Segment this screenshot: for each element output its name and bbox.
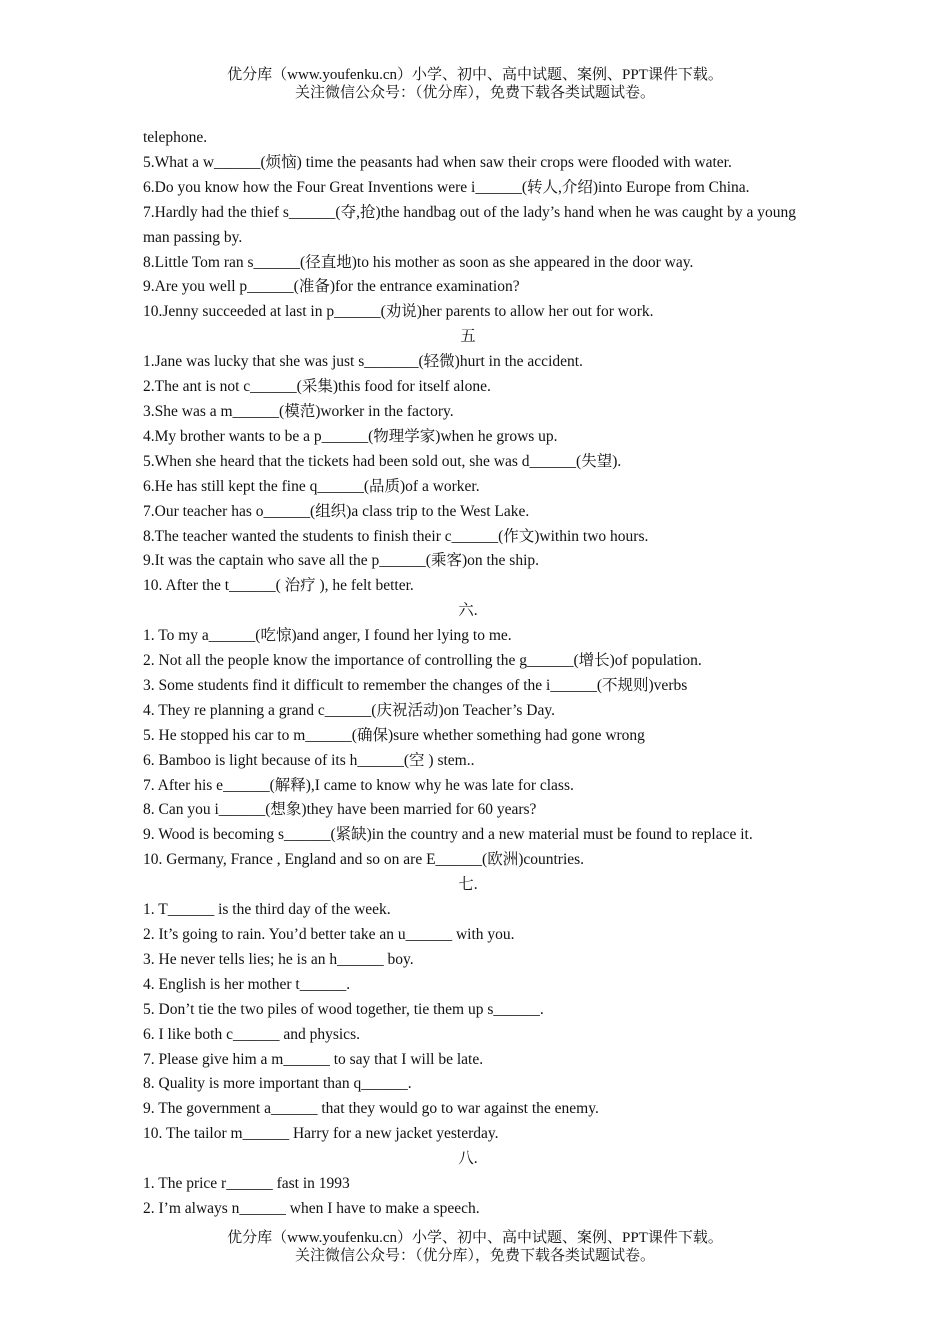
section-8 xyxy=(143,1147,813,1222)
footer-line-2: 关注微信公众号：（优分库），免费下载各类试题试卷。 xyxy=(294,1248,655,1264)
section-heading: 七. xyxy=(458,876,478,894)
question-item: 4. They re planning a grand c______(庆祝活动)on Teacher’s Day. xyxy=(143,701,555,719)
question-item: 7. Please give him a m______ to say that I will be late. xyxy=(143,1050,484,1068)
section-heading: 六. xyxy=(458,602,478,620)
document-body xyxy=(143,126,813,1222)
question-item: 6.Do you know how the Four Great Inventions were i______(转人,介绍)into Europe from China. xyxy=(143,178,750,196)
section-heading: 八. xyxy=(458,1150,478,1168)
question-item: 4. English is her mother t______. xyxy=(143,975,351,993)
question-item: 1. To my a______(吃惊)and anger, I found her lying to me. xyxy=(143,627,512,645)
question-item: 10. Germany, France , England and so on are E______(欧洲)countries. xyxy=(143,851,585,869)
header-line-2: 关注微信公众号：（优分库），免费下载各类试题试卷。 xyxy=(294,85,655,101)
question-item: 9.Are you well p______(准备)for the entrance examination? xyxy=(143,278,520,296)
question-item: 2. I’m always n______ when I have to make a speech. xyxy=(143,1199,480,1217)
question-item: 9. Wood is becoming s______(紧缺)in the country and a new material must be found to replace it. xyxy=(143,826,753,844)
question-item: 10. After the t______( 治疗 ), he felt better. xyxy=(143,577,414,595)
header-line-1: 优分库（www.youfenku.cn）小学、初中、高中试题、案例、PPT课件下载。 xyxy=(227,67,723,83)
question-item: 2. Not all the people know the importance of controlling the g______(增长)of population. xyxy=(143,652,702,670)
question-item: 9. The government a______ that they would go to war against the enemy. xyxy=(143,1100,599,1118)
question-item: 2.The ant is not c______(采集)this food for itself alone. xyxy=(143,378,491,396)
section-6 xyxy=(143,599,813,873)
question-item: 10.Jenny succeeded at last in p______(劝说)her parents to allow her out for work. xyxy=(143,303,654,321)
question-item: 10. The tailor m______ Harry for a new jacket yesterday. xyxy=(143,1125,499,1143)
question-item: 3.She was a m______(模范)worker in the factory. xyxy=(143,402,454,420)
question-item: 8.The teacher wanted the students to finish their c______(作文)within two hours. xyxy=(143,527,649,545)
section-4-rest xyxy=(143,151,813,325)
question-item: 8. Quality is more important than q______. xyxy=(143,1075,412,1093)
section-heading: 五 xyxy=(460,328,476,346)
question-item: 7.Our teacher has o______(组织)a class trip to the West Lake. xyxy=(143,502,530,520)
question-item: 3. Some students find it difficult to remember the changes of the i______(不规则)verbs xyxy=(143,676,688,694)
question-item: 1. T______ is the third day of the week. xyxy=(143,901,391,919)
page-footer xyxy=(0,1229,950,1265)
continuation-line: telephone. xyxy=(143,129,208,146)
question-item: 2. It’s going to rain. You’d better take an u______ with you. xyxy=(143,926,515,943)
page-header xyxy=(0,66,950,102)
question-item: 1. The price r______ fast in 1993 xyxy=(143,1175,350,1193)
question-item: 9.It was the captain who save all the p______(乘客)on the ship. xyxy=(143,552,540,570)
question-item: 5.When she heard that the tickets had been sold out, she was d______(失望). xyxy=(143,452,622,470)
question-item: 3. He never tells lies; he is an h______ boy. xyxy=(143,950,414,968)
section-5 xyxy=(143,325,813,599)
question-item: 6.He has still kept the fine q______(品质)of a worker. xyxy=(143,477,480,495)
question-item: 8.Little Tom ran s______(径直地)to his mother as soon as she appeared in the door way. xyxy=(143,253,694,271)
question-item: 5. He stopped his car to m______(确保)sure whether something had gone wrong xyxy=(143,726,645,744)
question-item: 6. I like both c______ and physics. xyxy=(143,1025,360,1043)
question-item: 7. After his e______(解释),I came to know why he was late for class. xyxy=(143,776,574,794)
footer-line-1: 优分库（www.youfenku.cn）小学、初中、高中试题、案例、PPT课件下载。 xyxy=(227,1230,723,1246)
question-item: 1.Jane was lucky that she was just s_______(轻微)hurt in the accident. xyxy=(143,353,583,371)
question-item: 5. Don’t tie the two piles of wood together, tie them up s______. xyxy=(143,1000,544,1018)
question-item: 8. Can you i______(想象)they have been married for 60 years? xyxy=(143,801,537,819)
question-item: 5.What a w______(烦恼) time the peasants had when saw their crops were flooded with water. xyxy=(143,153,732,171)
question-item: 4.My brother wants to be a p______(物理学家)when he grows up. xyxy=(143,427,558,445)
question-item: 6. Bamboo is light because of its h______(空 ) stem.. xyxy=(143,751,475,769)
question-item: 7.Hardly had the thief s______(夺,抢)the handbag out of the lady’s hand when he was caught by a young man passing by. xyxy=(143,203,796,246)
section-7 xyxy=(143,873,813,1147)
